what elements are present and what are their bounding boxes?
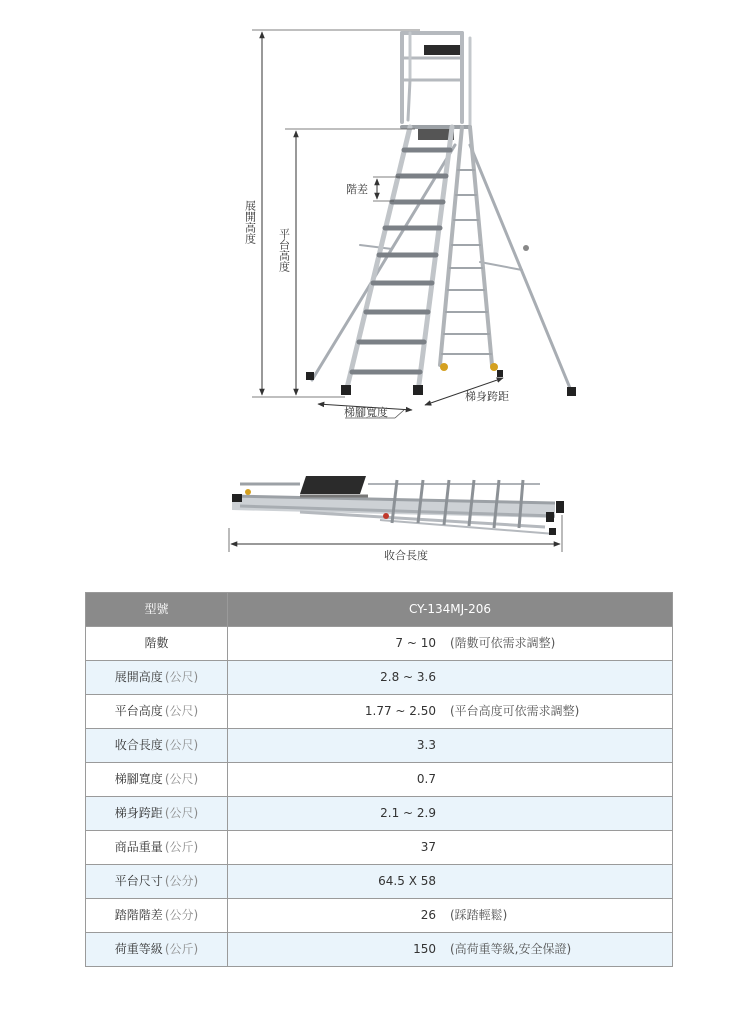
spec-label-cell xyxy=(86,797,228,831)
spec-label: 梯腳寬度 xyxy=(114,772,163,786)
spec-label: 荷重等級 xyxy=(114,942,163,956)
spec-value-cell xyxy=(228,831,673,865)
spec-label: 梯身跨距 xyxy=(114,806,163,820)
spec-value: 3.3 xyxy=(416,738,436,752)
spec-value: 37 xyxy=(420,840,436,854)
spec-label-cell xyxy=(86,661,228,695)
spec-unit: (公尺) xyxy=(164,704,199,718)
spec-value-cell xyxy=(228,797,673,831)
spec-value-cell xyxy=(228,763,673,797)
platform-height-dimension xyxy=(278,129,416,395)
spec-value-cell xyxy=(228,899,673,933)
spec-unit: (公尺) xyxy=(164,670,199,684)
spec-value: 2.1 ~ 2.9 xyxy=(380,806,436,820)
table-row xyxy=(86,627,673,661)
body-span-label: 梯身跨距 xyxy=(465,390,509,403)
spec-value: 7 ~ 10 xyxy=(395,636,436,650)
spec-value: 2.8 ~ 3.6 xyxy=(380,670,436,684)
table-row xyxy=(86,695,673,729)
spec-value: 150 xyxy=(413,942,436,956)
spec-label-cell xyxy=(86,865,228,899)
spec-label: 收合長度 xyxy=(114,738,163,752)
spec-value-cell xyxy=(228,661,673,695)
spec-unit: (公分) xyxy=(164,874,199,888)
spec-label-cell xyxy=(86,933,228,967)
spec-value: 0.7 xyxy=(416,772,436,786)
spec-label-cell xyxy=(86,831,228,865)
body-span-dimension xyxy=(425,378,509,405)
table-row xyxy=(86,661,673,695)
spec-note: (踩踏輕鬆) xyxy=(450,908,508,922)
table-row xyxy=(86,729,673,763)
table-row xyxy=(86,763,673,797)
spec-value: 1.77 ~ 2.50 xyxy=(364,704,436,718)
spec-note: (高荷重等級,安全保證) xyxy=(450,942,572,956)
spec-label: 商品重量 xyxy=(114,840,163,854)
table-header-row xyxy=(86,593,673,627)
spec-unit: (公斤) xyxy=(164,840,199,854)
model-value: CY-134MJ-206 xyxy=(228,593,673,627)
spec-value-cell xyxy=(228,729,673,763)
model-label: 型號 xyxy=(86,593,228,627)
table-row xyxy=(86,865,673,899)
spec-label-cell xyxy=(86,763,228,797)
spec-label-cell xyxy=(86,695,228,729)
spec-label-cell xyxy=(86,899,228,933)
table-row xyxy=(86,831,673,865)
folded-length-label: 收合長度 xyxy=(384,549,428,562)
table-row xyxy=(86,933,673,967)
spec-label: 平台尺寸 xyxy=(114,874,163,888)
table-row xyxy=(86,797,673,831)
spec-value-cell xyxy=(228,933,673,967)
foot-width-dimension xyxy=(318,404,412,419)
spec-value-cell xyxy=(228,695,673,729)
spec-unit: (公斤) xyxy=(164,942,199,956)
folded-ladder-illustration xyxy=(232,476,564,535)
spec-label: 平台高度 xyxy=(114,704,163,718)
spec-label: 階數 xyxy=(144,636,169,650)
spec-unit: (公尺) xyxy=(164,806,199,820)
spec-label: 展開高度 xyxy=(114,670,163,684)
spec-note: (平台高度可依需求調整) xyxy=(450,704,580,718)
spec-label-cell xyxy=(86,627,228,661)
spec-label-cell xyxy=(86,729,228,763)
spec-value-cell xyxy=(228,865,673,899)
spec-unit: (公分) xyxy=(164,908,199,922)
spec-unit: (公尺) xyxy=(164,772,199,786)
spec-value: 64.5 X 58 xyxy=(378,874,436,888)
expanded-height-label: 展開高度 xyxy=(243,200,257,244)
expanded-ladder-illustration xyxy=(306,33,576,396)
foot-width-label: 梯腳寬度 xyxy=(344,406,388,419)
spec-note: (階數可依需求調整) xyxy=(450,636,556,650)
spec-label: 踏階階差 xyxy=(114,908,163,922)
step-gap-label: 階差 xyxy=(346,183,368,196)
spec-value-cell xyxy=(228,627,673,661)
spec-unit: (公尺) xyxy=(164,738,199,752)
table-row xyxy=(86,899,673,933)
spec-table xyxy=(85,592,673,967)
platform-height-label: 平台高度 xyxy=(277,228,291,272)
spec-value: 26 xyxy=(420,908,436,922)
